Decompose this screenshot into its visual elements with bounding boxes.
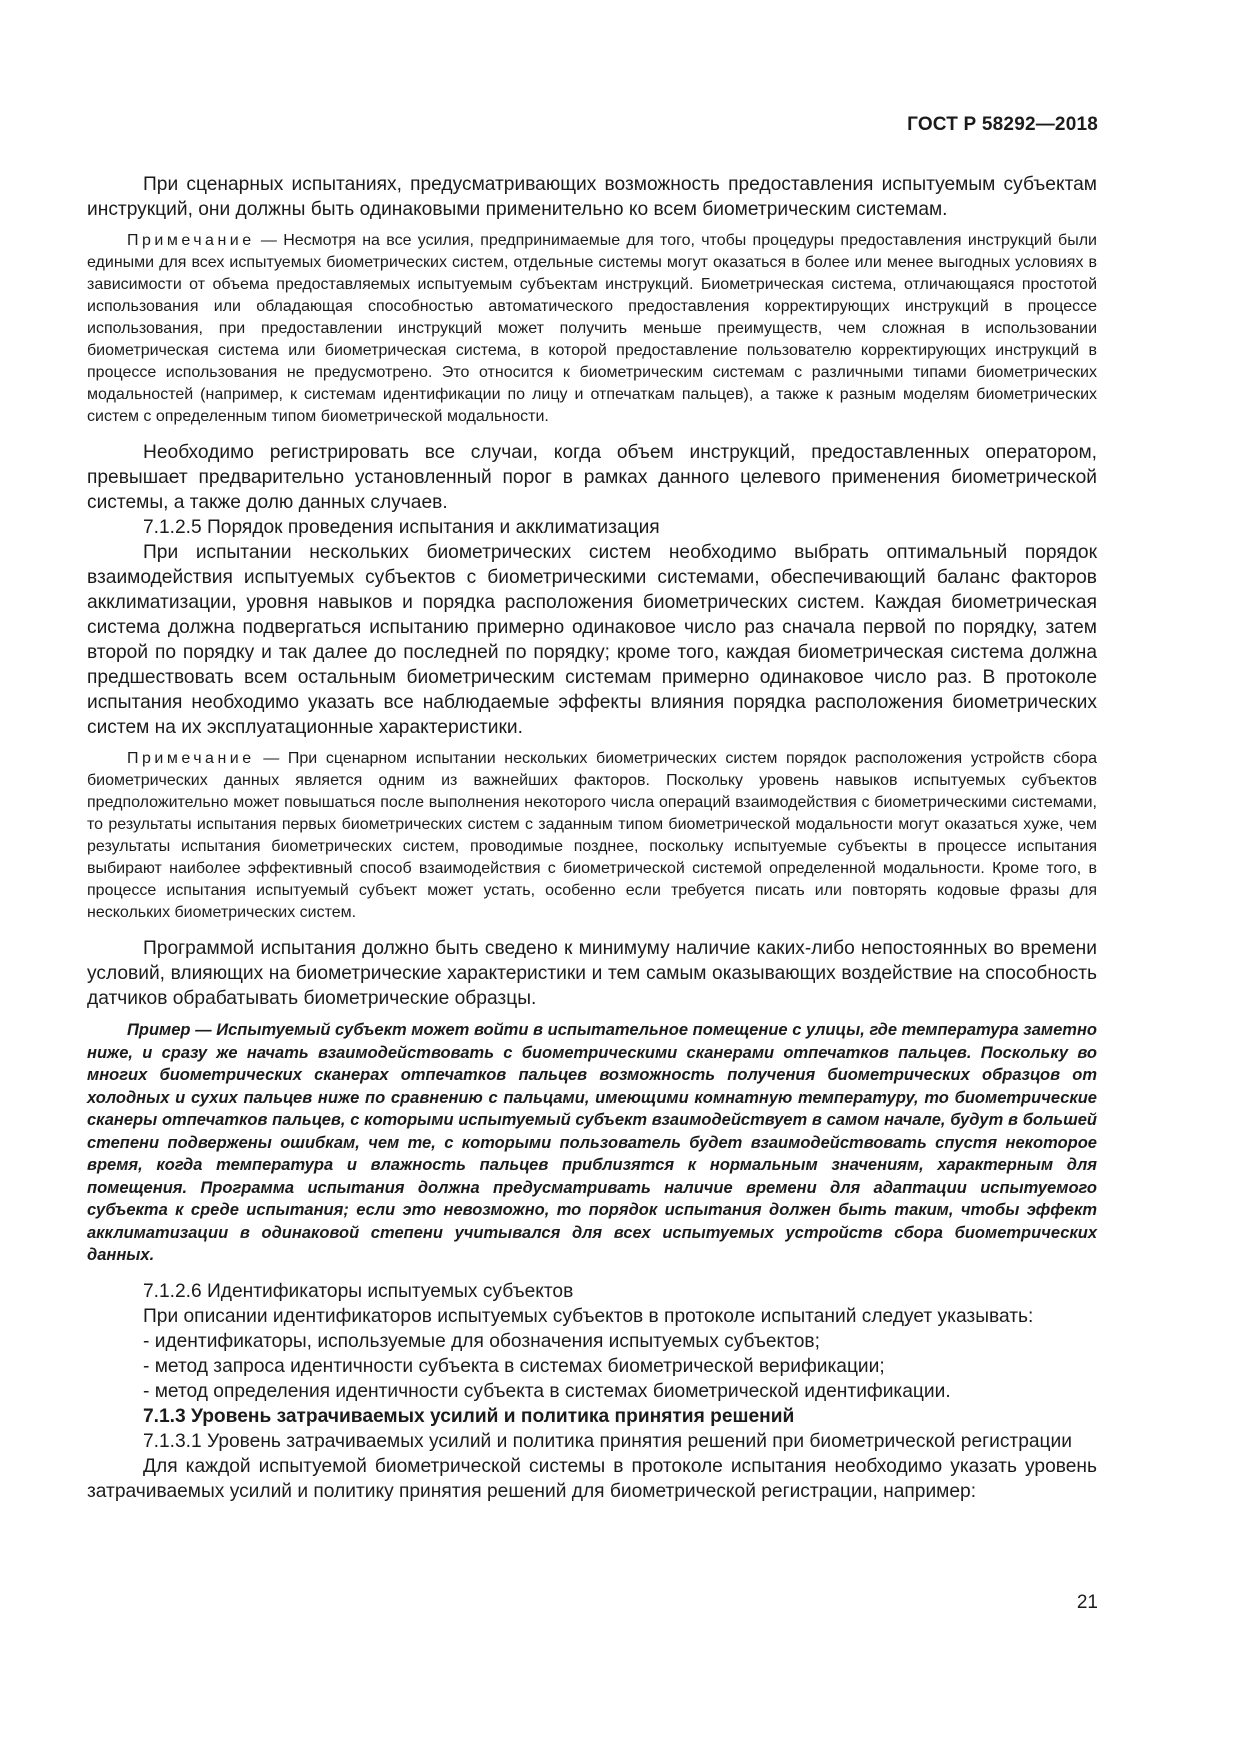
list-item: - идентификаторы, используемые для обозначения испытуемых субъектов; (143, 1330, 820, 1352)
section-heading-7-1-2-5: 7.1.2.5 Порядок проведения испытания и акклиматизация (143, 517, 660, 538)
paragraph-program-conditions: Программой испытания должно быть сведено к минимуму наличие каких-либо непостоянных во времени условий, влияющих на биометрические характеристики и тем самым оказывающих воздействие на способность датчиков обрабатывать биометрические образцы. (87, 938, 1097, 1009)
note-instructions (87, 230, 1097, 428)
document-id-header: ГОСТ Р 58292—2018 (907, 114, 1098, 135)
paragraph-test-order: При испытании нескольких биометрических систем необходимо выбрать оптимальный порядок взаимодействия испытуемых субъектов с биометрическими системами, обеспечивающий баланс факторов акклиматизации, уровня навыков и порядка расположения биометрических систем. Каждая биометрическая система должна подвергаться испытанию примерно одинаковое число раз сначала первой по порядку, затем второй по порядку и так далее до последней по порядку; кроме того, каждая биометрическая система должна предшествовать всем остальным биометрическим системам примерно одинаковое число раз. В протоколе испытания необходимо указать все наблюдаемые эффекты влияния порядка расположения биометрических систем на их эксплуатационные характеристики. (87, 542, 1097, 738)
paragraph-register-cases: Необходимо регистрировать все случаи, когда объем инструкций, предоставленных оператором, превышает предварительно установленный порог в рамках данного целевого применения биометрической системы, а также долю данных случаев. (87, 442, 1097, 513)
note-test-order (87, 748, 1097, 924)
paragraph-instructions: При сценарных испытаниях, предусматривающих возможность предоставления испытуемым субъектам инструкций, они должны быть одинаковыми применительно ко всем биометрическим системам. (87, 174, 1097, 220)
section-heading-7-1-2-6: 7.1.2.6 Идентификаторы испытуемых субъектов (143, 1280, 574, 1302)
list-item: - метод запроса идентичности субъекта в системах биометрической верификации; (143, 1355, 885, 1377)
list-item: - метод определения идентичности субъекта в системах биометрической идентификации. (143, 1380, 951, 1402)
paragraph-7-1-3-1: 7.1.3.1 Уровень затрачиваемых усилий и политика принятия решений при биометрической регистрации (143, 1430, 1072, 1452)
section-heading-7-1-3: 7.1.3 Уровень затрачиваемых усилий и политика принятия решений (143, 1405, 795, 1427)
document-body (87, 172, 1097, 1504)
note-label: Примечание (127, 232, 255, 249)
note-label: Примечание (127, 750, 255, 767)
note-text: — При сценарном испытании нескольких биометрических систем порядок расположения устройств сбора биометрических данных является одним из важнейших факторов. Поскольку уровень навыков испытуемых субъектов предположительно может повышаться после выполнения некоторого числа операций взаимодействия с биометрическими системами, то результаты испытания первых биометрических систем с заданным типом биометрической модальности могут оказаться хуже, чем результаты испытания биометрических систем, проводимые позднее, поскольку испытуемые субъекты в процессе испытания выбирают наиболее эффективный способ взаимодействия с биометрической системой определенной модальности. Кроме того, в процессе испытания испытуемый субъект может устать, особенно если требуется писать или повторять кодовые фразы для нескольких биометрических систем. (87, 750, 1097, 921)
paragraph-identifiers-intro: При описании идентификаторов испытуемых субъектов в протоколе испытаний следует указывать: (143, 1305, 1034, 1327)
example-acclimatization: Пример — Испытуемый субъект может войти в испытательное помещение с улицы, где температура заметно ниже, и сразу же начать взаимодействовать с биометрическими сканерами отпечатков пальцев. Поскольку во многих биометрических сканерах отпечатков пальцев возможность получения биометрических образцов от холодных и сухих пальцев ниже по сравнению с пальцами, имеющими комнатную температуру, то биометрические сканеры отпечатков пальцев, с которыми испытуемый субъект взаимодействует в самом начале, будут в большей степени подвержены ошибкам, чем те, с которыми пользователь будет взаимодействовать спустя некоторое время, когда температура и влажность пальцев приблизятся к нормальным значениям, характерным для помещения. Программа испытания должна предусматривать наличие времени для адаптации испытуемого субъекта к среде испытания; если это невозможно, то порядок испытания должен быть таким, чтобы эффект акклиматизации в одинаковой степени учитывался для всех испытуемых устройств сбора биометрических данных. (87, 1021, 1097, 1264)
paragraph-effort-policy: Для каждой испытуемой биометрической системы в протоколе испытания необходимо указать уровень затрачиваемых усилий и политику принятия решений для биометрической регистрации, например: (87, 1455, 1097, 1502)
page-number: 21 (1076, 1592, 1098, 1613)
note-text: — Несмотря на все усилия, предпринимаемые для того, чтобы процедуры предоставления инструкций были едиными для всех испытуемых биометрических систем, отдельные системы могут оказаться в более или менее выгодных условиях в зависимости от объема предоставляемых испытуемым субъектам инструкций. Биометрическая система, отличающаяся простотой использования или обладающая способностью автоматического предоставления корректирующих инструкций в процессе использования, при предоставлении инструкций может получить меньше преимуществ, чем сложная в использовании биометрическая система или биометрическая система, в которой предоставление пользователю корректирующих инструкций в процессе использования не предусмотрено. Это относится к биометрическим системам с различными типами биометрических модальностей (например, к системам идентификации по лицу и отпечаткам пальцев), а также к разным моделям биометрических систем с определенным типом биометрической модальности. (87, 232, 1097, 425)
